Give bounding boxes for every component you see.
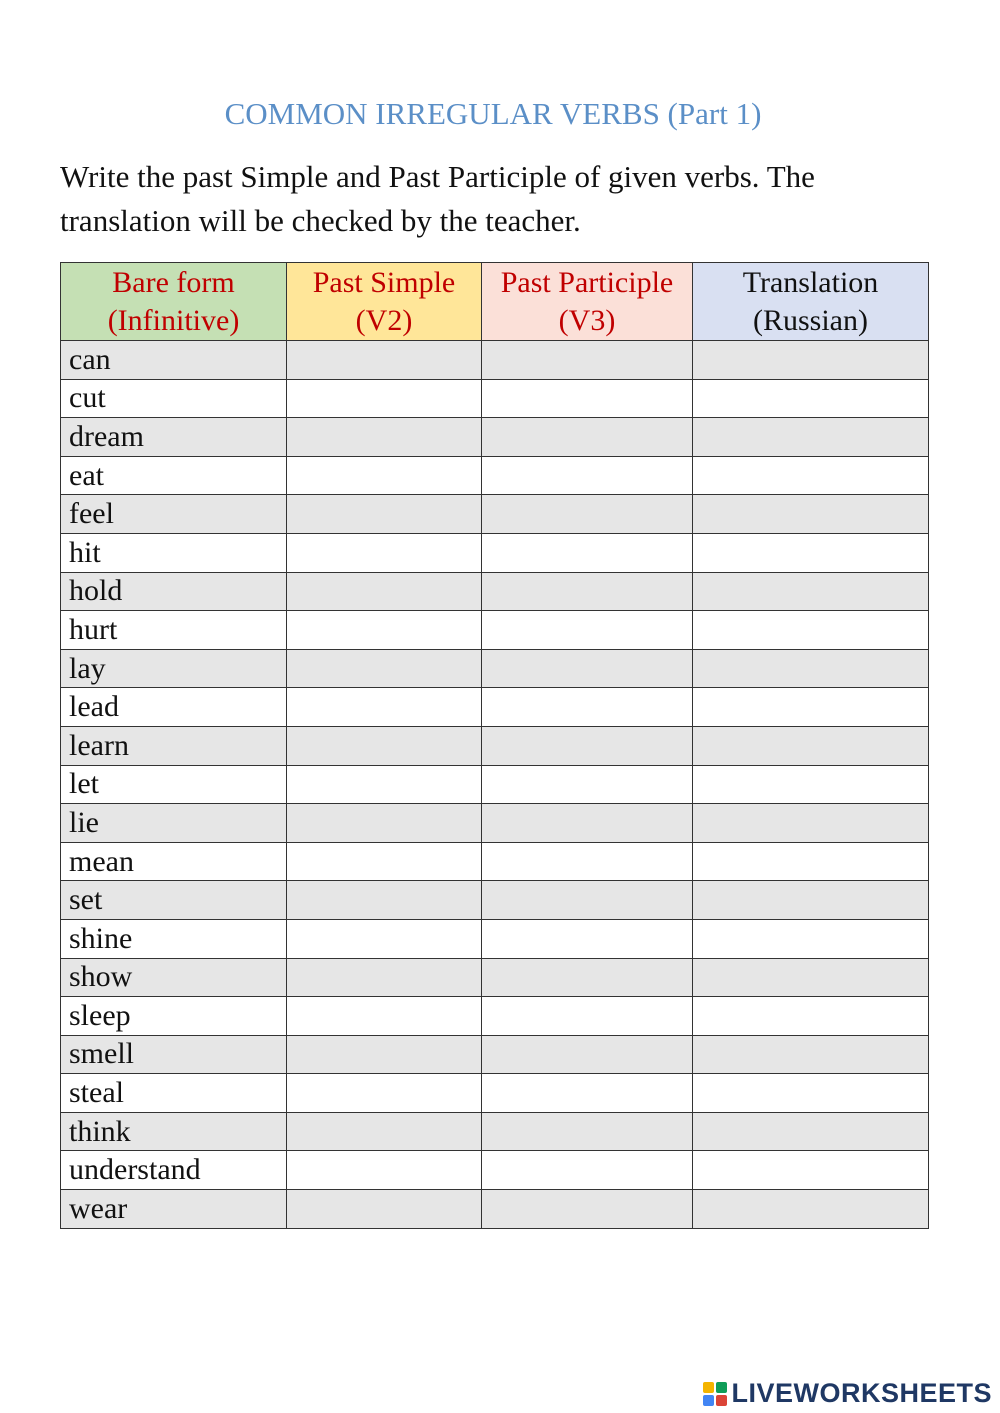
bare-form-cell: lie [61, 804, 287, 843]
past-simple-answer-cell[interactable] [287, 726, 482, 765]
table-row [61, 649, 929, 688]
table-row [61, 1074, 929, 1113]
past-simple-answer-cell[interactable] [287, 958, 482, 997]
table-row [61, 1151, 929, 1190]
past-participle-answer-cell[interactable] [482, 1151, 693, 1190]
past-participle-answer-cell[interactable] [482, 842, 693, 881]
translation-answer-cell[interactable] [693, 919, 929, 958]
table-row [61, 611, 929, 650]
table-row [61, 1035, 929, 1074]
bare-form-cell: sleep [61, 997, 287, 1036]
bare-form-cell: wear [61, 1190, 287, 1229]
table-row [61, 572, 929, 611]
past-participle-answer-cell[interactable] [482, 533, 693, 572]
table-row [61, 958, 929, 997]
translation-answer-cell[interactable] [693, 456, 929, 495]
bare-form-cell: set [61, 881, 287, 920]
translation-answer-cell[interactable] [693, 804, 929, 843]
past-simple-answer-cell[interactable] [287, 456, 482, 495]
translation-answer-cell[interactable] [693, 1112, 929, 1151]
bare-form-cell: eat [61, 456, 287, 495]
bare-form-cell: show [61, 958, 287, 997]
bare-form-cell: steal [61, 1074, 287, 1113]
translation-answer-cell[interactable] [693, 1074, 929, 1113]
past-simple-answer-cell[interactable] [287, 341, 482, 380]
table-row [61, 842, 929, 881]
translation-answer-cell[interactable] [693, 958, 929, 997]
logo-text: LIVEWORKSHEETS [731, 1378, 992, 1408]
past-simple-answer-cell[interactable] [287, 649, 482, 688]
bare-form-cell: shine [61, 919, 287, 958]
past-simple-answer-cell[interactable] [287, 1190, 482, 1229]
past-simple-answer-cell[interactable] [287, 688, 482, 727]
bare-form-cell: smell [61, 1035, 287, 1074]
past-simple-answer-cell[interactable] [287, 919, 482, 958]
bare-form-cell: lead [61, 688, 287, 727]
past-participle-answer-cell[interactable] [482, 1074, 693, 1113]
translation-answer-cell[interactable] [693, 572, 929, 611]
past-participle-answer-cell[interactable] [482, 958, 693, 997]
bare-form-cell: can [61, 341, 287, 380]
past-participle-answer-cell[interactable] [482, 341, 693, 380]
bare-form-cell: dream [61, 418, 287, 457]
translation-answer-cell[interactable] [693, 533, 929, 572]
translation-answer-cell[interactable] [693, 418, 929, 457]
verbs-table [60, 262, 929, 1229]
bare-form-cell: cut [61, 379, 287, 418]
past-participle-answer-cell[interactable] [482, 1112, 693, 1151]
translation-answer-cell[interactable] [693, 1190, 929, 1229]
instructions: Write the past Simple and Past Participle of given verbs. The translation will be checked by the teacher. [60, 159, 815, 238]
past-simple-answer-cell[interactable] [287, 842, 482, 881]
liveworksheets-logo-icon [702, 1381, 728, 1407]
header-translation: Translation (Russian) [693, 263, 929, 341]
table-row [61, 379, 929, 418]
table-row [61, 726, 929, 765]
past-simple-answer-cell[interactable] [287, 1035, 482, 1074]
past-simple-answer-cell[interactable] [287, 572, 482, 611]
translation-answer-cell[interactable] [693, 1035, 929, 1074]
past-participle-answer-cell[interactable] [482, 456, 693, 495]
worksheet-title: COMMON IRREGULAR VERBS (Part 1) [224, 96, 762, 131]
header-row [61, 263, 929, 341]
past-participle-answer-cell[interactable] [482, 495, 693, 534]
past-simple-answer-cell[interactable] [287, 379, 482, 418]
past-participle-answer-cell[interactable] [482, 688, 693, 727]
translation-answer-cell[interactable] [693, 688, 929, 727]
bare-form-cell: mean [61, 842, 287, 881]
past-simple-answer-cell[interactable] [287, 611, 482, 650]
past-simple-answer-cell[interactable] [287, 881, 482, 920]
table-row [61, 495, 929, 534]
past-participle-answer-cell[interactable] [482, 765, 693, 804]
past-participle-answer-cell[interactable] [482, 418, 693, 457]
table-row [61, 997, 929, 1036]
liveworksheets-logo [702, 1378, 992, 1409]
translation-answer-cell[interactable] [693, 997, 929, 1036]
bare-form-cell: understand [61, 1151, 287, 1190]
bare-form-cell: lay [61, 649, 287, 688]
bare-form-cell: think [61, 1112, 287, 1151]
past-simple-answer-cell[interactable] [287, 418, 482, 457]
past-participle-answer-cell[interactable] [482, 379, 693, 418]
bare-form-cell: let [61, 765, 287, 804]
table-row [61, 881, 929, 920]
past-simple-answer-cell[interactable] [287, 1151, 482, 1190]
table-row [61, 1190, 929, 1229]
table-row [61, 341, 929, 380]
header-past-participle: Past Participle (V3) [482, 263, 693, 341]
bare-form-cell: feel [61, 495, 287, 534]
header-bare-form: Bare form (Infinitive) [61, 263, 287, 341]
past-simple-answer-cell[interactable] [287, 1074, 482, 1113]
table-row [61, 765, 929, 804]
translation-answer-cell[interactable] [693, 495, 929, 534]
translation-answer-cell[interactable] [693, 1151, 929, 1190]
past-participle-answer-cell[interactable] [482, 919, 693, 958]
translation-answer-cell[interactable] [693, 726, 929, 765]
past-simple-answer-cell[interactable] [287, 765, 482, 804]
past-simple-answer-cell[interactable] [287, 495, 482, 534]
past-participle-answer-cell[interactable] [482, 1035, 693, 1074]
past-simple-answer-cell[interactable] [287, 804, 482, 843]
past-participle-answer-cell[interactable] [482, 611, 693, 650]
translation-answer-cell[interactable] [693, 341, 929, 380]
table-row [61, 533, 929, 572]
past-simple-answer-cell[interactable] [287, 997, 482, 1036]
bare-form-cell: learn [61, 726, 287, 765]
table-row [61, 804, 929, 843]
header-past-simple: Past Simple (V2) [287, 263, 482, 341]
past-participle-answer-cell[interactable] [482, 804, 693, 843]
translation-answer-cell[interactable] [693, 765, 929, 804]
table-row [61, 688, 929, 727]
past-participle-answer-cell[interactable] [482, 997, 693, 1036]
translation-answer-cell[interactable] [693, 379, 929, 418]
past-participle-answer-cell[interactable] [482, 1190, 693, 1229]
past-participle-answer-cell[interactable] [482, 572, 693, 611]
translation-answer-cell[interactable] [693, 881, 929, 920]
table-row [61, 1112, 929, 1151]
past-simple-answer-cell[interactable] [287, 533, 482, 572]
bare-form-cell: hit [61, 533, 287, 572]
table-row [61, 919, 929, 958]
past-simple-answer-cell[interactable] [287, 1112, 482, 1151]
table-row [61, 418, 929, 457]
past-participle-answer-cell[interactable] [482, 881, 693, 920]
table-row [61, 456, 929, 495]
past-participle-answer-cell[interactable] [482, 726, 693, 765]
translation-answer-cell[interactable] [693, 611, 929, 650]
bare-form-cell: hold [61, 572, 287, 611]
translation-answer-cell[interactable] [693, 842, 929, 881]
past-participle-answer-cell[interactable] [482, 649, 693, 688]
bare-form-cell: hurt [61, 611, 287, 650]
translation-answer-cell[interactable] [693, 649, 929, 688]
